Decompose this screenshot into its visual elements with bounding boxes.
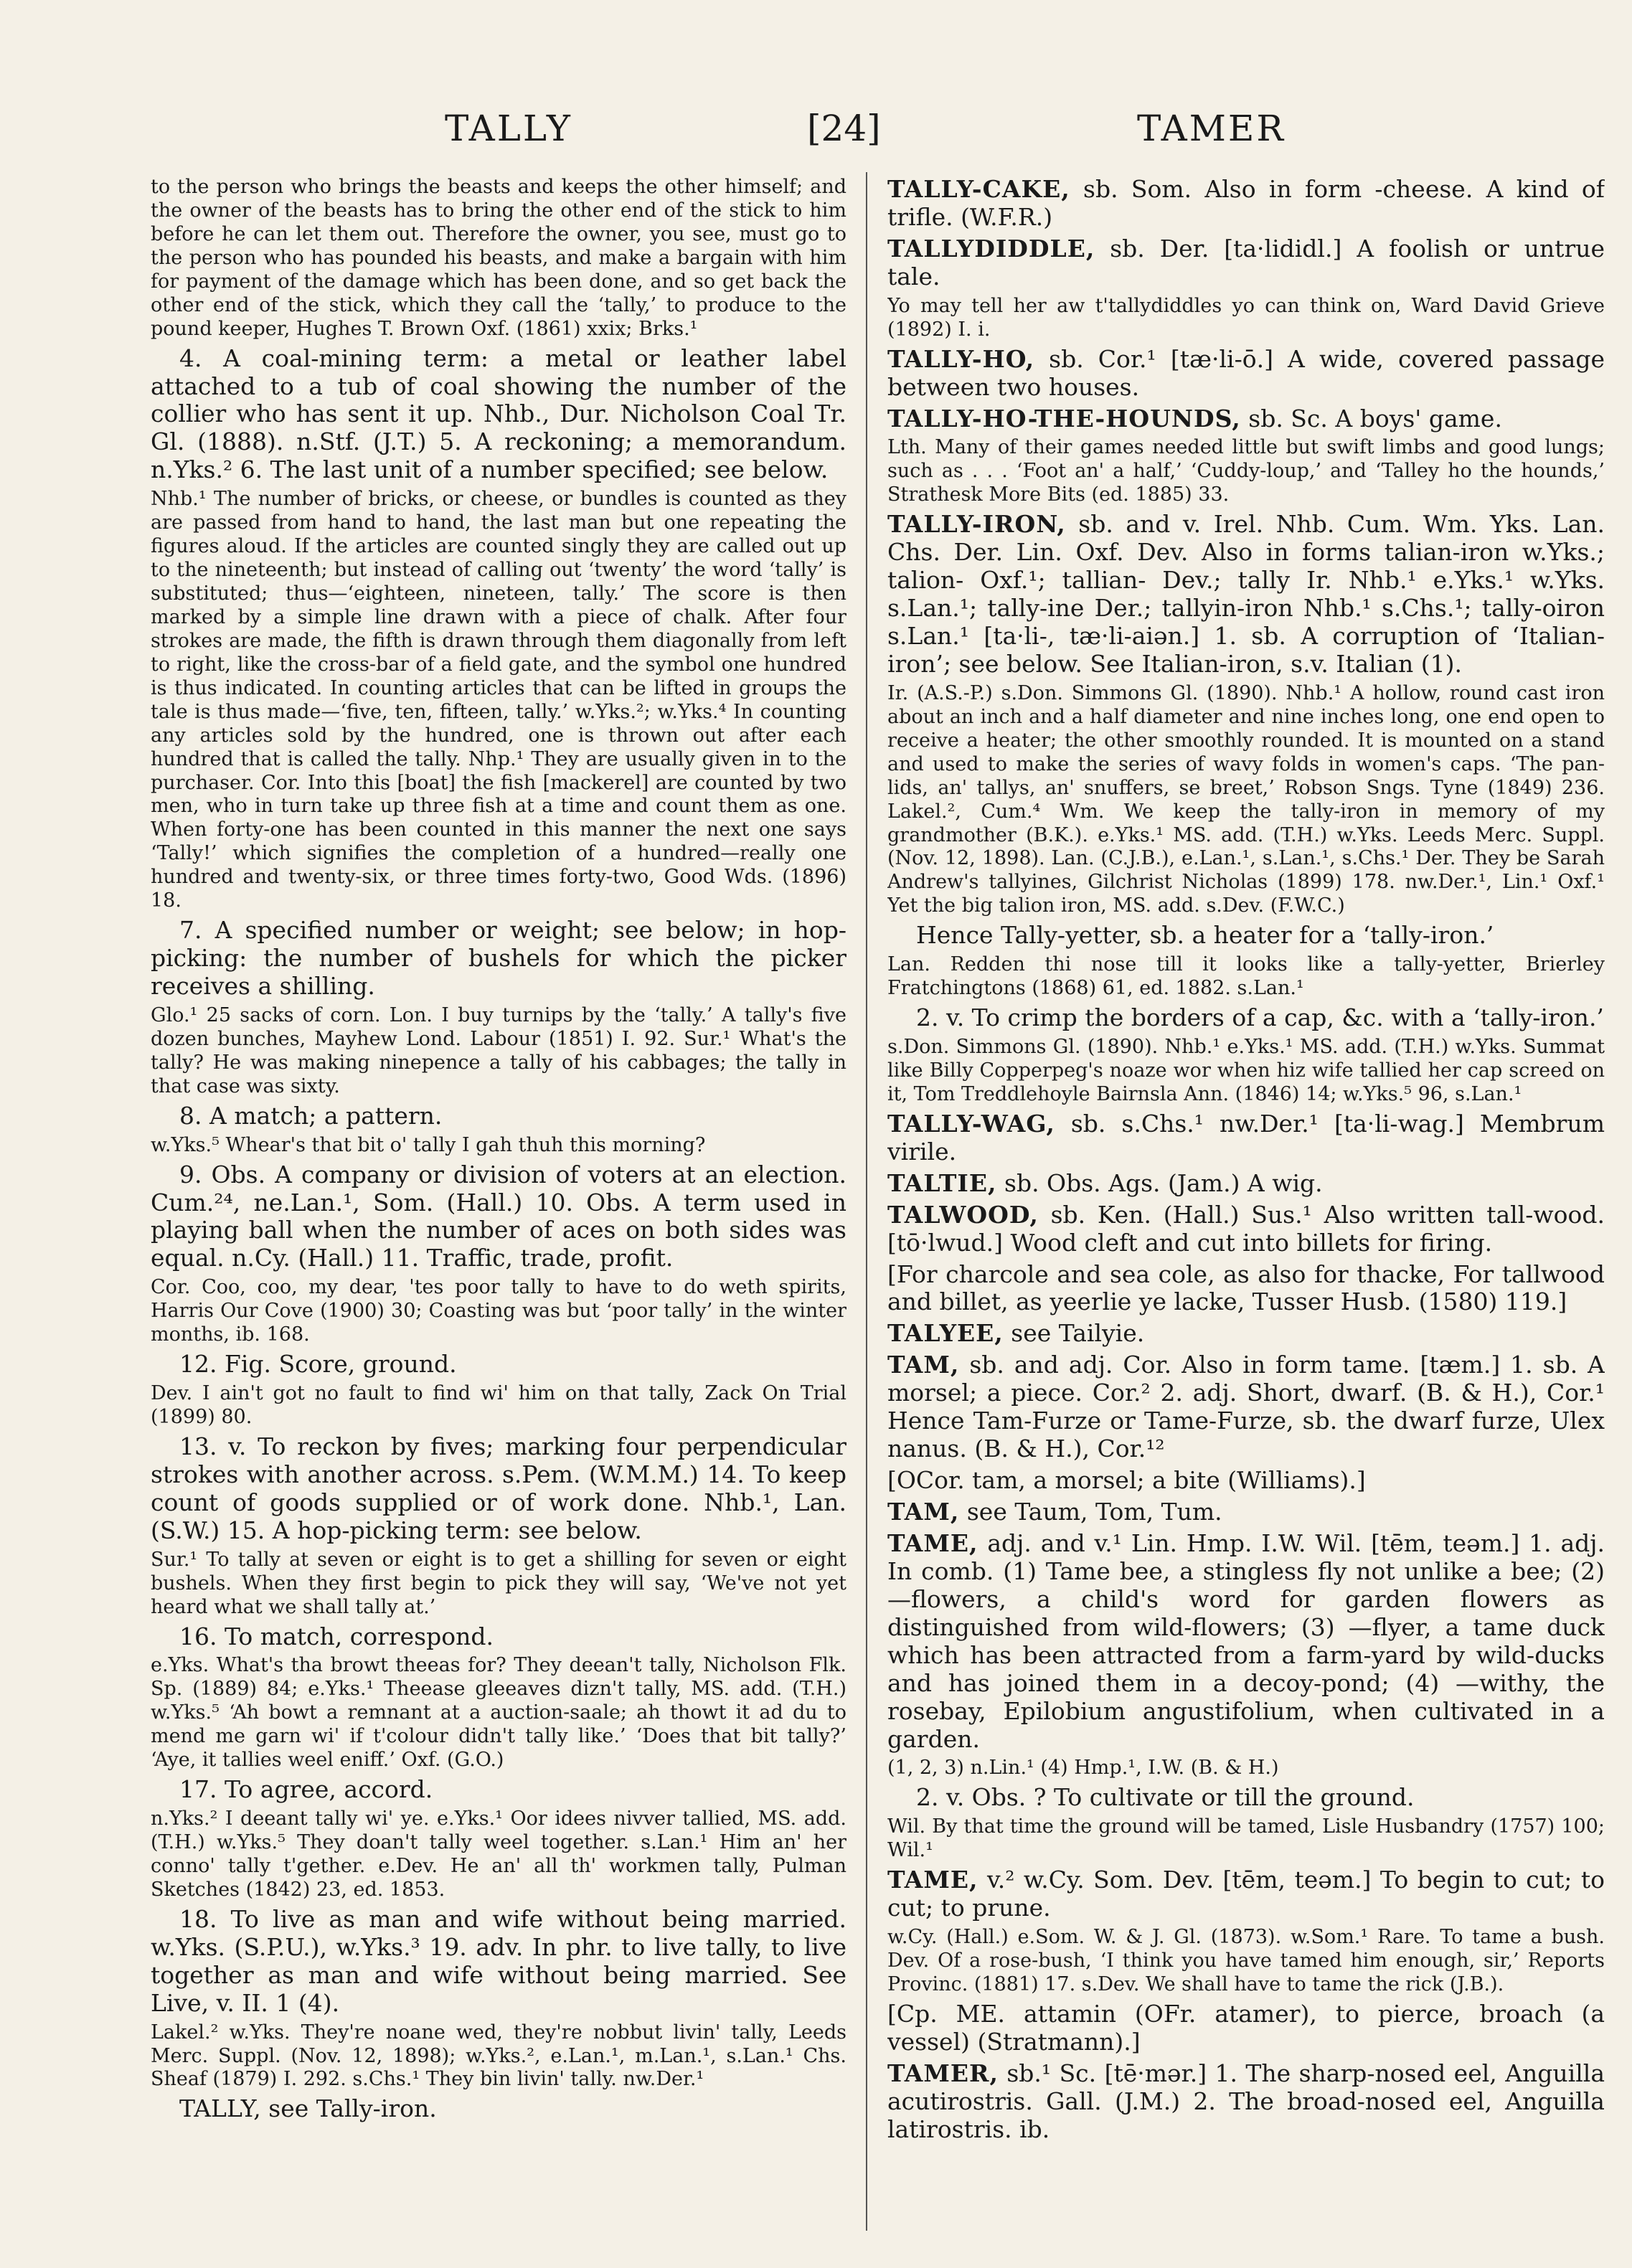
entry-headword: TALYEE, [887, 1319, 1004, 1348]
right-paragraph [887, 2000, 1605, 2056]
entry-headword: TALLYDIDDLE, [887, 234, 1095, 263]
left-paragraph [151, 1276, 846, 1347]
paragraph-text: 9. Obs. A company or division of voters at an election. Cum.²⁴, ne.Lan.¹, Som. (Hall.) 10. Obs. A term used in playing ball when the number of aces on both sides was equal. n.Cy. (Hall.) 11. Traffic, trade, profit. [151, 1160, 846, 1272]
paragraph-text: 2. v. To crimp the borders of a cap, &c. with a ‘tally-iron.’ [916, 1003, 1604, 1032]
entry-headword: TAME, [887, 1866, 978, 1894]
right-paragraph [887, 176, 1605, 232]
right-paragraph [887, 1467, 1605, 1495]
paragraph-text: sb. Obs. Ags. (Jam.) A wig. [996, 1168, 1323, 1197]
right-paragraph [887, 1866, 1605, 1922]
left-paragraph [151, 1808, 846, 1902]
left-column [151, 176, 846, 2227]
paragraph-text: 18. To live as man and wife without being married. w.Yks. (S.P.U.), w.Yks.³ 19. adv. In phr. to live tally, to live together as man and wife without being married. See Live, v. II. 1 (4). [151, 1904, 846, 2017]
left-paragraph [151, 2021, 846, 2092]
paragraph-text: 2. v. Obs. ? To cultivate or till the ground. [916, 1783, 1415, 1812]
page-header [0, 108, 1632, 165]
right-paragraph [887, 1261, 1605, 1317]
right-paragraph [887, 1498, 1605, 1526]
paragraph-text: see Tailyie. [1003, 1319, 1145, 1348]
paragraph-text: Hence Tally-yetter, sb. a heater for a ‘tally-iron.’ [916, 921, 1494, 950]
paragraph-text: Lakel.² w.Yks. They're noane wed, they're nobbut livin' tally, Leeds Merc. Suppl. (Nov. 12, 1898); w.Yks.², e.Lan.¹, m.Lan.¹, s.Lan.¹ Chs. Sheaf (1879) I. 292. s.Chs.¹ They bin livin' tally. nw.Der.¹ [151, 2021, 846, 2091]
running-head-left: TALLY [445, 108, 572, 149]
paragraph-text: TALLY, see Tally-iron. [179, 2094, 437, 2123]
left-paragraph [151, 2095, 846, 2123]
paragraph-text: Dev. I ain't got no fault to find wi' him on that tally, Zack On Trial (1899) 80. [151, 1382, 846, 1428]
entry-headword: TAM, [887, 1351, 960, 1379]
paragraph-text: sb. Sc. A boys' game. [1240, 404, 1502, 433]
right-paragraph [887, 1926, 1605, 1997]
paragraph-text: Sur.¹ To tally at seven or eight is to get a shilling for seven or eight bushels. When they first begin to pick they will say, ‘We've not yet heard what we shall tally at.’ [151, 1548, 846, 1618]
right-paragraph [887, 235, 1605, 291]
page-number: [24] [807, 108, 881, 149]
left-paragraph [151, 1351, 846, 1379]
entry-headword: TALLY-HO-THE-HOUNDS, [887, 404, 1241, 433]
paragraph-text: sb. Ken. (Hall.) Sus.¹ Also written tall-wood. [tō·lwud.] Wood cleft and cut into billets for firing. [887, 1200, 1605, 1257]
right-paragraph [887, 1757, 1605, 1780]
paragraph-text: [For charcole and sea cole, as also for thacke, For tallwood and billet, as yeerlie ye lacke, Tusser Husb. (1580) 119.] [887, 1260, 1605, 1316]
right-paragraph [887, 922, 1605, 950]
right-paragraph [887, 1815, 1605, 1863]
paragraph-text: n.Yks.² I deeant tally wi' ye. e.Yks.¹ Oor idees nivver tallied, MS. add. (T.H.) w.Yks.⁵ They doan't tally weel together. s.Lan.¹ Him an' her conno' tally t'gether. e.Dev. He an' all th' workmen tally, Pulman Sketches (1842) 23, ed. 1853. [151, 1808, 846, 1901]
right-paragraph [887, 511, 1605, 679]
right-paragraph [887, 405, 1605, 433]
right-paragraph [887, 1110, 1605, 1166]
paragraph-text: 8. A match; a pattern. [179, 1101, 443, 1130]
paragraph-text: Lan. Redden thi nose till it looks like a tally-yetter, Brierley Fratchingtons (1868) 61, ed. 1882. s.Lan.¹ [887, 953, 1605, 1000]
paragraph-text: 13. v. To reckon by fives; marking four perpendicular strokes with another across. s.Pem. (W.M.M.) 14. To keep count of goods supplied or of work done. Nhb.¹, Lan. (S.W.) 15. A hop-picking term: see below. [151, 1432, 846, 1544]
entry-headword: TAM, [887, 1498, 960, 1526]
entry-headword: TALLY-CAKE, [887, 176, 1070, 203]
paragraph-text: sb. Som. Also in form -cheese. A kind of trifle. (W.F.R.) [887, 176, 1605, 231]
right-paragraph [887, 2060, 1605, 2144]
left-paragraph [151, 1102, 846, 1130]
right-paragraph [887, 682, 1605, 918]
left-paragraph [151, 345, 846, 485]
paragraph-text: e.Yks. What's tha browt theeas for? They deean't tally, Nicholson Flk. Sp. (1889) 84; e.Yks.¹ Theease gleeaves dizn't tally, MS. add. (T.H.) w.Yks.⁵ ‘Ah bowt a remnant at a auction-saale; ah thowt it ad du to mend me garn wi' if t'colour didn't tally like.’ ‘Does that bit tally?’ ‘Aye, it tallies weel eniff.’ Oxf. (G.O.) [151, 1654, 846, 1772]
paragraph-text: 4. A coal-mining term: a metal or leather label attached to a tub of coal showing the number of the collier who has sent it up. Nhb., Dur. Nicholson Coal Tr. Gl. (1888). n.Stf. (J.T.) 5. A reckoning; a memorandum. n.Yks.² 6. The last unit of a number specified; see below. [151, 344, 846, 484]
right-paragraph [887, 1036, 1605, 1107]
left-paragraph [151, 1623, 846, 1651]
paragraph-text: to the person who brings the beasts and keeps the other himself; and the owner of the beasts has to bring the other end of the stick to him before he can let them out. Therefore the owner, you see, must go to the person who has pounded his beasts, and make a bargain with him for payment of the damage which has been done, and so get back the other end of the stick, which they call the ‘tally,’ to produce to the pound keeper, Hughes T. Brown Oxf. (1861) xxix; Brks.¹ [151, 176, 846, 340]
paragraph-text: see Taum, Tom, Tum. [959, 1498, 1222, 1526]
entry-headword: TAMER, [887, 2059, 999, 2087]
paragraph-text: w.Yks.⁵ Whear's that bit o' tally I gah thuh this morning? [151, 1133, 706, 1156]
paragraph-text: 7. A specified number or weight; see below; in hop-picking: the number of bushels for which the picker receives a shilling. [151, 916, 846, 1000]
paragraph-text: 17. To agree, accord. [179, 1775, 433, 1804]
left-paragraph [151, 1906, 846, 2018]
paragraph-text: v.² w.Cy. Som. Dev. [tēm, teəm.] To begin to cut; to cut; to prune. [887, 1866, 1605, 1922]
right-paragraph [887, 1201, 1605, 1257]
paragraph-text: sb. Der. [ta·lididl.] A foolish or untrue tale. [887, 234, 1605, 290]
left-paragraph [151, 917, 846, 1001]
left-paragraph [151, 1382, 846, 1430]
paragraph-text: Wil. By that time the ground will be tamed, Lisle Husbandry (1757) 100; Wil.¹ [887, 1815, 1605, 1862]
entry-headword: TALLY-HO, [887, 344, 1035, 373]
paragraph-text: [OCor. tam, a morsel; a bite (Williams).] [887, 1466, 1366, 1495]
right-paragraph [887, 295, 1605, 342]
left-paragraph [151, 1654, 846, 1772]
entry-headword: TALTIE, [887, 1168, 997, 1197]
entry-headword: TALWOOD, [887, 1200, 1039, 1229]
right-paragraph [887, 1530, 1605, 1754]
left-paragraph [151, 176, 846, 341]
paragraph-text: sb. Cor.¹ [tæ·li-ō.] A wide, covered passage between two houses. [887, 344, 1605, 401]
paragraph-text: Cor. Coo, coo, my dear, 'tes poor tally to have to do weth spirits, Harris Our Cove (1900) 30; Coasting was but ‘poor tally’ in the winter months, ib. 168. [151, 1276, 846, 1346]
running-head-right: TAMER [1137, 108, 1286, 149]
paragraph-text: w.Cy. (Hall.) e.Som. W. & J. Gl. (1873). w.Som.¹ Rare. To tame a bush. Dev. Of a rose-bush, ‘I think you have tamed him enough, sir,’ Reports Provinc. (1881) 17. s.Dev. We shall have to tame the rick (J.B.). [887, 1926, 1605, 1995]
paragraph-text: Yo may tell her aw t'tallydiddles yo can think on, Ward David Grieve (1892) I. i. [887, 294, 1605, 341]
paragraph-text: 12. Fig. Score, ground. [179, 1350, 457, 1379]
paragraph-text: 16. To match, correspond. [179, 1622, 494, 1650]
right-paragraph [887, 953, 1605, 1001]
paragraph-text: sb. s.Chs.¹ nw.Der.¹ [ta·li-wag.] Membrum virile. [887, 1109, 1605, 1166]
right-paragraph [887, 346, 1605, 402]
paragraph-text: sb. and adj. Cor. Also in form tame. [tæm.] 1. sb. A morsel; a piece. Cor.² 2. adj. Short, dwarf. (B. & H.), Cor.¹ Hence Tam-Furze or Tame-Furze, sb. the dwarf furze, Ulex nanus. (B. & H.), Cor.¹² [887, 1351, 1605, 1463]
paragraph-text: (1, 2, 3) n.Lin.¹ (4) Hmp.¹, I.W. (B. & H.) [887, 1757, 1279, 1780]
left-paragraph [151, 1549, 846, 1620]
right-paragraph [887, 1351, 1605, 1463]
paragraph-text: Glo.¹ 25 sacks of corn. Lon. I buy turnips by the ‘tally.’ A tally's five dozen bunches, Mayhew Lond. Labour (1851) I. 92. Sur.¹ What's the tally? He was making ninepence a tally of his cabbages; the tally in that case was sixty. [151, 1003, 846, 1097]
left-paragraph [151, 1161, 846, 1273]
entry-headword: TALLY-WAG, [887, 1109, 1055, 1138]
entry-headword: TAME, [887, 1528, 978, 1557]
right-paragraph [887, 1170, 1605, 1198]
right-column [887, 176, 1605, 2227]
right-paragraph [887, 1004, 1605, 1032]
left-paragraph [151, 1776, 846, 1804]
paragraph-text: Nhb.¹ The number of bricks, or cheese, or bundles is counted as they are passed from hand to hand, the last man but one repeating the figures aloud. If the articles are counted singly they are called out up to the nineteenth; but instead of calling out ‘twenty’ the word ‘tally’ is substituted; thus—‘eighteen, nineteen, tally.’ The score is then marked by a simple line drawn with a piece of chalk. After four strokes are made, the fifth is drawn through them diagonally from left to right, like the cross-bar of a field gate, and the symbol one hundred is thus indicated. In counting articles that can be lifted in groups the tale is thus made—‘five, ten, fifteen, tally.’ w.Yks.²; w.Yks.⁴ In counting any articles sold by the hundred, one is thrown out after each hundred that is called the tally. Nhp.¹ They are usually given in to the purchaser. Cor. Into this [boat] the fish [mackerel] are counted by two men, who in turn take up three fish at a time and count them as one. When forty-one has been counted in this manner the next one says ‘Tally!’ which signifies the completion of a hundred—really one hundred and twenty-six, or three times forty-two, Good Wds. (1896) 18. [151, 488, 846, 912]
paragraph-text: adj. and v.¹ Lin. Hmp. I.W. Wil. [tēm, teəm.] 1. adj. In comb. (1) Tame bee, a stingless fly not unlike a bee; (2) —flowers, a child's word for garden flowers as distinguished from wild-flowers; (3) —flyer, a tame duck which has been attracted from a farm-yard by wild-ducks and has joined them in a decoy-pond; (4) —withy, the rosebay, Epilobium angustifolium, when cultivated in a garden. [887, 1528, 1605, 1753]
paragraph-text: [Cp. ME. attamin (OFr. atamer), to pierce, broach (a vessel) (Stratmann).] [887, 1999, 1605, 2056]
left-paragraph [151, 1004, 846, 1099]
entry-headword: TALLY-IRON, [887, 510, 1066, 539]
left-paragraph [151, 1134, 846, 1158]
right-paragraph [887, 1320, 1605, 1348]
right-paragraph [887, 436, 1605, 507]
paragraph-text: sb.¹ Sc. [tē·mər.] 1. The sharp-nosed eel, Anguilla acutirostris. Gall. (J.M.) 2. The broad-nosed eel, Anguilla latirostris. ib. [887, 2059, 1605, 2143]
paragraph-text: sb. and v. Irel. Nhb. Cum. Wm. Yks. Lan. Chs. Der. Lin. Oxf. Dev. Also in forms talian-iron w.Yks.; talion- Oxf.¹; tallian- Dev.; tally Ir. Nhb.¹ e.Yks.¹ w.Yks. s.Lan.¹; tally-ine Der.; tallyin-iron Nhb.¹ s.Chs.¹; tally-oiron s.Lan.¹ [ta·li-, tæ·li-aiən.] 1. sb. A corruption of ‘Italian-iron’; see below. See Italian-iron, s.v. Italian (1). [887, 510, 1605, 678]
right-paragraph [887, 1784, 1605, 1812]
column-divider [866, 172, 867, 2231]
paragraph-text: Ir. (A.S.-P.) s.Don. Simmons Gl. (1890). Nhb.¹ A hollow, round cast iron about an inch and a half diameter and nine inches long, one end open to receive a heater; the other smoothly rounded. It is mounted on a stand and used to make the series of wavy folds in women's caps. ‘The pan-lids, an' tallys, an' snuffers, se breet,’ Robson Sngs. Tyne (1849) 236. Lakel.², Cum.⁴ Wm. We keep the tally-iron in memory of my grandmother (B.K.). e.Yks.¹ MS. add. (T.H.) w.Yks. Leeds Merc. Suppl. (Nov. 12, 1898). Lan. (C.J.B.), e.Lan.¹, s.Lan.¹, s.Chs.¹ Der. They be Sarah Andrew's tallyines, Gilchrist Nicholas (1899) 178. nw.Der.¹, Lin.¹ Oxf.¹ Yet the big talion iron, MS. add. s.Dev. (F.W.C.) [887, 681, 1605, 917]
left-paragraph [151, 488, 846, 913]
paragraph-text: Lth. Many of their games needed little but swift limbs and good lungs; such as . . . ‘Foot an' a half,’ ‘Cuddy-loup,’ and ‘Talley ho the hounds,’ Strathesk More Bits (ed. 1885) 33. [887, 436, 1605, 506]
left-paragraph [151, 1433, 846, 1545]
paragraph-text: s.Don. Simmons Gl. (1890). Nhb.¹ e.Yks.¹ MS. add. (T.H.) w.Yks. Summat like Billy Copperpeg's noaze wor when hiz wife tallied her cap screed on it, Tom Treddlehoyle Bairnsla Ann. (1846) 14; w.Yks.⁵ 96, s.Lan.¹ [887, 1036, 1605, 1105]
